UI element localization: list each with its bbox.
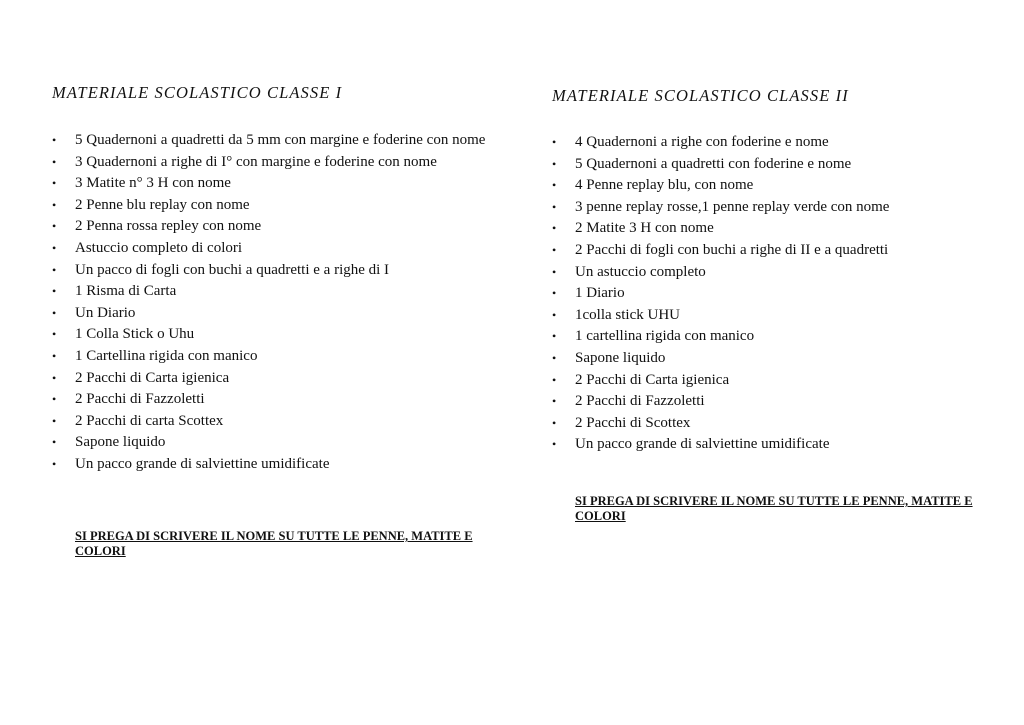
bullet-icon: • xyxy=(52,154,57,169)
left-column-title: MATERIALE SCOLASTICO CLASSE I xyxy=(52,83,343,102)
bullet-icon: • xyxy=(52,456,57,471)
list-item-text: Un pacco di fogli con buchi a quadretti e a righe di I xyxy=(75,261,390,278)
list-item xyxy=(552,305,982,327)
bullet-icon: • xyxy=(552,286,557,301)
bullet-icon: • xyxy=(552,437,557,452)
list-item xyxy=(552,434,982,456)
right-column-title: MATERIALE SCOLASTICO CLASSE II xyxy=(552,86,849,105)
list-item-text: Un astuccio completo xyxy=(575,263,706,280)
list-item-text: 3 penne replay rosse,1 penne replay verde con nome xyxy=(575,198,890,215)
bullet-icon: • xyxy=(552,329,557,344)
list-item xyxy=(52,130,502,152)
bullet-icon: • xyxy=(552,264,557,279)
list-item xyxy=(52,324,502,346)
bullet-icon: • xyxy=(552,242,557,257)
bullet-icon: • xyxy=(552,135,557,149)
bullet-icon: • xyxy=(52,370,57,385)
list-item xyxy=(552,240,982,262)
list-item-text: 2 Pacchi di fogli con buchi a righe di II e a quadretti xyxy=(575,241,889,258)
list-item xyxy=(552,218,982,240)
list-item-text: 5 Quadernoni a quadretti da 5 mm con margine e foderine con nome xyxy=(75,132,486,148)
bullet-icon: • xyxy=(52,392,57,407)
list-item-text: 2 Pacchi di carta Scottex xyxy=(75,412,224,429)
bullet-icon: • xyxy=(552,156,557,171)
list-item xyxy=(552,370,982,392)
list-item-text: 2 Pacchi di Scottex xyxy=(575,414,691,431)
list-item xyxy=(52,303,502,325)
bullet-icon: • xyxy=(52,176,57,191)
right-name-note: SI PREGA DI SCRIVERE IL NOME SU TUTTE LE PENNE, MATITE E COLORI xyxy=(575,494,973,523)
bullet-icon: • xyxy=(552,307,557,322)
list-item xyxy=(52,195,502,217)
list-item xyxy=(52,389,502,411)
bullet-icon: • xyxy=(52,327,57,342)
bullet-icon: • xyxy=(552,394,557,409)
bullet-icon: • xyxy=(52,348,57,363)
list-item xyxy=(52,368,502,390)
left-supply-list xyxy=(52,130,502,476)
bullet-icon: • xyxy=(52,133,57,147)
list-item-text: 1 cartellina rigida con manico xyxy=(575,328,755,345)
list-item xyxy=(552,413,982,435)
list-item xyxy=(52,260,502,282)
list-item xyxy=(52,173,502,195)
list-item-text: 2 Matite 3 H con nome xyxy=(575,220,714,237)
bullet-icon: • xyxy=(52,284,57,299)
list-item-text: 2 Pacchi di Fazzoletti xyxy=(575,393,705,410)
list-item-text: 3 Quadernoni a righe di I° con margine e foderine con nome xyxy=(75,153,437,170)
list-item-text: Astuccio completo di colori xyxy=(75,239,243,256)
list-item xyxy=(52,454,502,476)
list-item xyxy=(552,283,982,305)
list-item-text: Un pacco grande di salviettine umidificate xyxy=(75,455,330,472)
list-item-text: 3 Matite n° 3 H con nome xyxy=(75,175,231,192)
list-item-text: Un Diario xyxy=(75,304,136,321)
list-item-text: 5 Quadernoni a quadretti con foderine e nome xyxy=(575,155,852,172)
bullet-icon: • xyxy=(52,219,57,234)
bullet-icon: • xyxy=(52,262,57,277)
list-item xyxy=(52,411,502,433)
list-item-text: 2 Pacchi di Fazzoletti xyxy=(75,391,205,408)
list-item-text: Sapone liquido xyxy=(75,434,166,451)
bullet-icon: • xyxy=(552,415,557,430)
list-item xyxy=(552,154,982,176)
bullet-icon: • xyxy=(52,197,57,212)
list-item xyxy=(552,262,982,284)
list-item-text: 1colla stick UHU xyxy=(575,306,680,323)
list-item xyxy=(52,152,502,174)
bullet-icon: • xyxy=(52,240,57,255)
bullet-icon: • xyxy=(552,221,557,236)
list-item-text: 2 Penna rossa repley con nome xyxy=(75,218,262,235)
bullet-icon: • xyxy=(552,199,557,214)
list-item xyxy=(552,175,982,197)
list-item-text: 1 Risma di Carta xyxy=(75,283,177,300)
bullet-icon: • xyxy=(52,435,57,450)
list-item xyxy=(52,432,502,454)
list-item xyxy=(552,326,982,348)
list-item xyxy=(552,132,982,154)
bullet-icon: • xyxy=(552,178,557,193)
list-item-text: Un pacco grande di salviettine umidificate xyxy=(575,436,830,453)
left-name-note: SI PREGA DI SCRIVERE IL NOME SU TUTTE LE PENNE, MATITE E COLORI xyxy=(75,529,473,558)
bullet-icon: • xyxy=(552,350,557,365)
bullet-icon: • xyxy=(552,372,557,387)
list-item-text: 2 Pacchi di Carta igienica xyxy=(75,369,230,386)
list-item-text: 1 Cartellina rigida con manico xyxy=(75,347,258,364)
list-item xyxy=(552,197,982,219)
list-item-text: 1 Diario xyxy=(575,285,625,302)
list-item xyxy=(552,391,982,413)
list-item-text: Sapone liquido xyxy=(575,349,666,366)
list-item xyxy=(52,346,502,368)
list-item-text: 4 Penne replay blu, con nome xyxy=(575,177,754,194)
bullet-icon: • xyxy=(52,305,57,320)
list-item-text: 4 Quadernoni a righe con foderine e nome xyxy=(575,134,829,150)
list-item xyxy=(52,281,502,303)
list-item-text: 2 Penne blu replay con nome xyxy=(75,196,250,213)
right-supply-list xyxy=(552,132,982,456)
list-item-text: 1 Colla Stick o Uhu xyxy=(75,326,195,343)
list-item-text: 2 Pacchi di Carta igienica xyxy=(575,371,730,388)
bullet-icon: • xyxy=(52,413,57,428)
list-item xyxy=(52,238,502,260)
list-item xyxy=(552,348,982,370)
list-item xyxy=(52,216,502,238)
